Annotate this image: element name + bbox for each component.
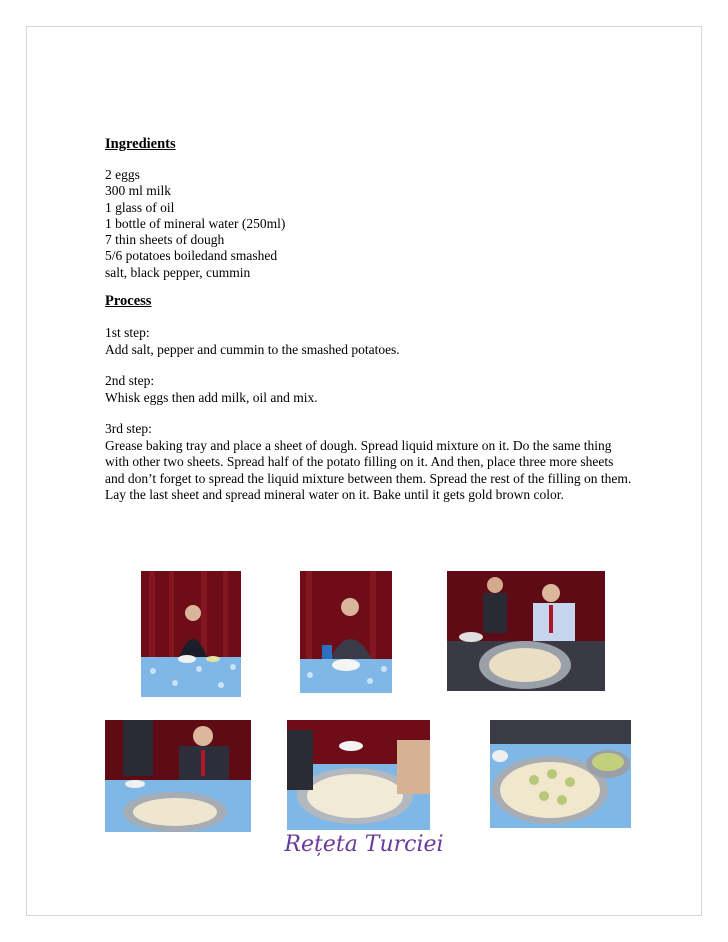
ingredient-item: 1 bottle of mineral water (250ml): [105, 215, 286, 231]
ingredient-item: 7 thin sheets of dough: [105, 232, 225, 248]
ingredients-list: [105, 167, 635, 281]
step-label: 2nd step:: [105, 373, 155, 389]
ingredient-item: 5/6 potatoes boiledand smashed: [105, 248, 278, 264]
ingredient-item: 1 glass of oil: [105, 199, 175, 215]
process-step-2: [105, 373, 635, 406]
step-label: 3rd step:: [105, 421, 152, 437]
recipe-text: [105, 136, 635, 504]
process-step-1: [105, 325, 635, 358]
step-text: Add salt, pepper and cummin to the smashed potatoes.: [105, 341, 400, 357]
process-heading: Process: [105, 293, 152, 310]
step-label: 1st step:: [105, 325, 150, 341]
ingredient-item: salt, black pepper, cummin: [105, 264, 251, 280]
footer-title: Rețeta Turciei: [284, 832, 444, 857]
photo-student-at-table: [141, 571, 241, 697]
photo-laying-dough: [287, 720, 430, 830]
photo-student-mixing: [300, 571, 392, 693]
ingredients-heading: Ingredients: [105, 136, 176, 152]
photo-students-with-tray: [447, 571, 605, 691]
process-step-3: [105, 421, 635, 504]
photo-spreading-mixture: [105, 720, 251, 832]
ingredient-item: 300 ml milk: [105, 183, 172, 199]
ingredient-item: 2 eggs: [105, 167, 140, 182]
photo-adding-potato-filling: [490, 720, 631, 828]
step-text: Grease baking tray and place a sheet of dough. Spread liquid mixture on it. Do the same thing with other two sheets. Spread half of the potato filling on it. And then, place three more sheets and don’t forget to spread the liquid mixture between them. Spread the rest of the filling on them. Lay the last sheet and spread mineral water on it. Bake until it gets gold brown color.: [105, 437, 632, 503]
step-text: Whisk eggs then add milk, oil and mix.: [105, 389, 318, 405]
